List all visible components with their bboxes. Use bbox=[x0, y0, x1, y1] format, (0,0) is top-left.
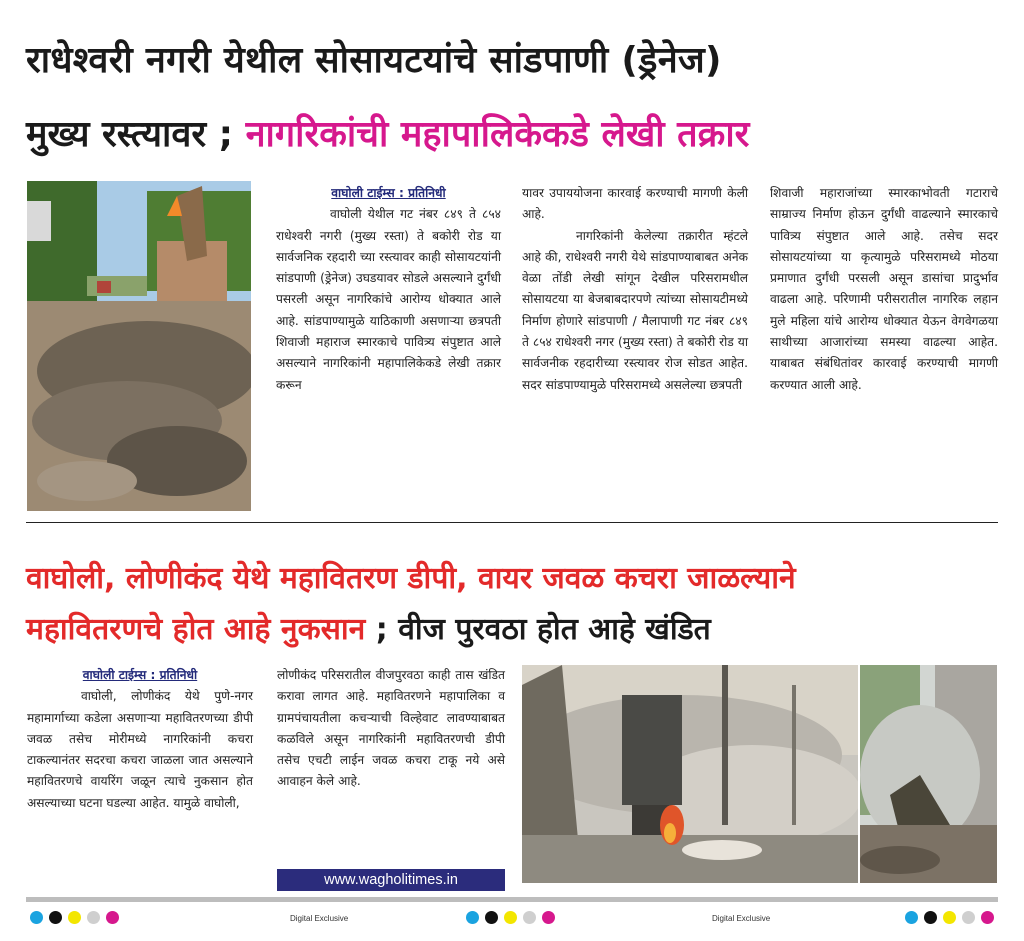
magenta-dot bbox=[981, 911, 994, 924]
footer-label-right: Digital Exclusive bbox=[712, 914, 771, 923]
story2-photo-transformer-fire bbox=[522, 665, 858, 883]
story2-col2-text: लोणीकंद परिसरातील वीजपुरवठा काही तास खंडित करावा लागत आहे. महावितरणने महापालिका व ग्रामपंचायतीला कचऱ्याची विल्हेवाट लावण्याबाबत कळविले असून नागरिकांनी महावितरणची डीपी तसेच एचटी लाईन जवळ कचरा टाकू नये असे आवाहन केले आहे. bbox=[277, 668, 505, 789]
story2-photo-burning-waste bbox=[860, 665, 997, 883]
website-url-banner: www.wagholitimes.in bbox=[277, 869, 505, 891]
story2-headline-dark-part: ; वीज पुरवठा होत आहे खंडित bbox=[365, 612, 711, 647]
story2-headline-line1: वाघोली, लोणीकंद येथे महावितरण डीपी, वायर जवळ कचरा जाळल्याने bbox=[26, 561, 796, 596]
story2-byline: वाघोली टाईम्स : प्रतिनिधी bbox=[82, 668, 198, 682]
story1-column-2 bbox=[522, 183, 748, 396]
story2-column-2 bbox=[277, 665, 505, 793]
story2-col1-text: वाघोली, लोणीकंद येथे पुणे-नगर महामार्गाच्या कडेला असणाऱ्या महावितरणच्या डीपी जवळ तसेच मोरीमध्ये नागरिकांनी कचरा टाकल्यानंतर सदरचा कचरा जाळला जात असल्याने महावितरणचे वायरिंग जळून त्याचे नुकसान होत असल्याच्या घटना घडल्या आहेत. यामुळे वाघोली, bbox=[27, 689, 253, 810]
story1-byline: वाघोली टाईम्स : प्रतिनिधी bbox=[331, 186, 446, 200]
footer-bar bbox=[26, 897, 998, 902]
cyan-dot bbox=[30, 911, 43, 924]
grey-dot bbox=[962, 911, 975, 924]
black-dot bbox=[49, 911, 62, 924]
registration-dots-right bbox=[905, 911, 994, 924]
yellow-dot bbox=[943, 911, 956, 924]
cyan-dot bbox=[905, 911, 918, 924]
story1-headline-line2 bbox=[26, 108, 749, 157]
cyan-dot bbox=[466, 911, 479, 924]
magenta-dot bbox=[106, 911, 119, 924]
yellow-dot bbox=[504, 911, 517, 924]
story2-column-1 bbox=[27, 665, 253, 814]
story1-photo-drainage-road bbox=[27, 181, 251, 511]
story2-headline-red-part: महावितरणचे होत आहे नुकसान bbox=[26, 612, 366, 647]
story1-col3-text: शिवाजी महाराजांच्या स्मारकाभोवती गटाराचे साम्राज्य निर्माण होऊन दुर्गंधी वाढल्याने स्मारकाचे पावित्र्य संपुष्टात आले आहे. तसेच सदर सोसायटयांच्या या कृत्यामुळे परिसरामध्ये मोठया प्रमाणात दुर्गंधी परसली असून डासांचा प्रादुर्भाव वाढला आहे. परिणामी परीसरातील नागरिक लहान मुले महिला यांचे आरोग्य धोक्यात येऊन वेगवेगळया साथीच्या आजारांच्या समस्या वाढल्या आहेत. याबाबत संबंधितांवर कारवाई करण्याची मागणी करण्यात आली आहे. bbox=[770, 186, 998, 392]
black-dot bbox=[924, 911, 937, 924]
magenta-dot bbox=[542, 911, 555, 924]
grey-dot bbox=[87, 911, 100, 924]
story1-column-3 bbox=[770, 183, 998, 396]
story-divider bbox=[26, 522, 998, 523]
footer-label-center: Digital Exclusive bbox=[290, 914, 349, 923]
story1-col2-para1: यावर उपाययोजना कारवाई करण्याची मागणी केली आहे. bbox=[522, 186, 748, 222]
story1-col1-text: वाघोली येथील गट नंबर ८४९ ते ८५४ राधेश्वरी नगरी (मुख्य रस्ता) ते बकोरी रोड या सार्वजनिक रहदारी च्या रस्त्यावर काही सोसायटयांनी सांडपाणी (ड्रेनेज) उघडयावर सोडले असल्याने दुर्गंधी पसरली असून नागरिकांचे आरोग्य धोक्यात आले आहे. सांडपाण्यामुळे याठिकाणी असणाऱ्या छत्रपती शिवाजी महाराज स्मारकाचे पावित्र्य संपुष्टात आले असल्याने नागरिकांनी महापालिकेकडे लेखी तक्रार करून bbox=[276, 207, 501, 392]
story1-column-1 bbox=[276, 183, 501, 396]
story2-headline-line2 bbox=[26, 607, 711, 648]
story1-col2-para2: नागरिकांनी केलेल्या तक्रारीत म्हंटले आहे की, राधेश्वरी नगरी येथे सांडपाण्याबाबत अनेक वेळा तोंडी लेखी सांगून देखील परिसरामधील सोसायटया या बेजबाबदारपणे त्यांच्या सोसायटीमध्ये निर्माण होणारे सांडपाणी / मैलापाणी गट नंबर ८४९ ते ८५४ राधेश्वरी नगर (मुख्य रस्ता) ते बकोरी रोड या सार्वजनीक रहदारीच्या रस्त्यावर रोज सोडत आहेत. सदर सांडपाण्यामुळे परिसरामध्ये असलेल्या छत्रपती bbox=[522, 228, 748, 392]
registration-dots-center bbox=[466, 911, 555, 924]
grey-dot bbox=[523, 911, 536, 924]
black-dot bbox=[485, 911, 498, 924]
story1-headline-line1: राधेश्वरी नगरी येथील सोसायटयांचे सांडपाणी (ड्रेनेज) bbox=[26, 40, 722, 81]
registration-dots-left bbox=[30, 911, 119, 924]
yellow-dot bbox=[68, 911, 81, 924]
story1-headline-pink-part: नागरिकांची महापालिकेकडे लेखी तक्रार bbox=[245, 114, 750, 155]
story1-headline-dark-part: मुख्य रस्त्यावर ; bbox=[26, 114, 246, 155]
